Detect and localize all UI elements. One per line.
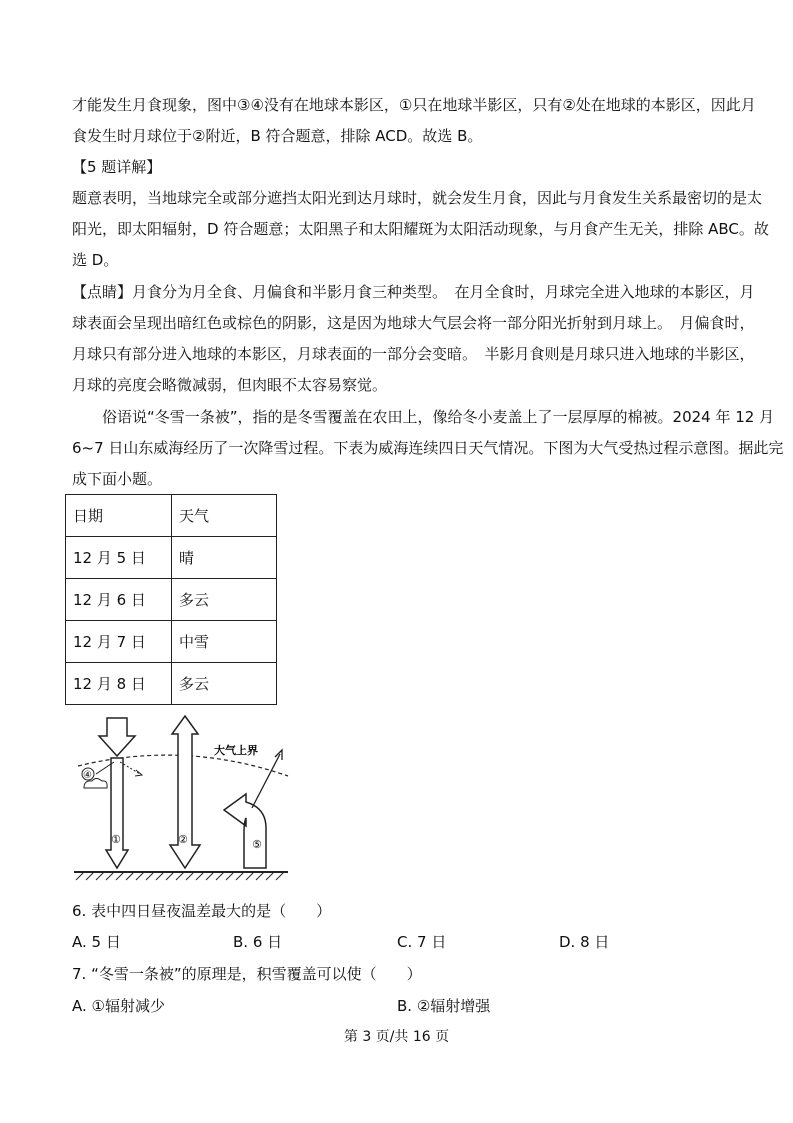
q6-option-a: A. 5 日	[72, 933, 121, 951]
radiation-arrow-5	[224, 794, 266, 868]
dianjing-note	[72, 277, 755, 401]
cell-weather: 中雪	[172, 621, 277, 663]
q5-heading: 【5 题详解】	[72, 158, 162, 176]
q7-option-a: A. ①辐射减少	[72, 997, 165, 1015]
solar-radiation-arrow	[99, 718, 135, 756]
cell-date: 12 月 6 日	[66, 579, 172, 621]
radiation-arrow-1	[106, 758, 128, 868]
header-date: 日期	[66, 495, 172, 537]
text-line: 食发生时月球位于②附近，B 符合题意，排除 ACD。故选 B。	[72, 127, 483, 145]
cell-weather: 晴	[172, 537, 277, 579]
text-line: 题意表明，当地球完全或部分遮挡太阳光到达月球时，就会发生月食，因此与月食发生关系最密切的是太	[72, 189, 763, 207]
cell-date: 12 月 5 日	[66, 537, 172, 579]
ground-hatching	[76, 872, 284, 880]
text-line: 【点睛】月食分为月全食、月偏食和半影月食三种类型。 在月全食时，月球完全进入地球的本影区，月	[72, 283, 755, 301]
marker-4: ④	[83, 770, 92, 781]
table-header-row	[66, 495, 277, 537]
text-line: 阳光，即太阳辐射，D 符合题意；太阳黑子和太阳耀斑为太阳活动现象，与月食产生无关，排除 ABC。故	[72, 220, 769, 238]
material-intro	[72, 402, 784, 495]
text-line: 成下面小题。	[72, 470, 163, 488]
cell-date: 12 月 8 日	[66, 663, 172, 705]
q6-option-d: D. 8 日	[559, 933, 610, 951]
question-7: 7. “冬雪一条被”的原理是，积雪覆盖可以使（ ）	[72, 965, 422, 983]
boundary-label: 大气上界	[214, 744, 258, 757]
q7-option-b: B. ②辐射增强	[397, 997, 491, 1015]
marker-5: ⑤	[252, 838, 262, 851]
cell-date: 12 月 7 日	[66, 621, 172, 663]
text-line: 6~7 日山东威海经历了一次降雪过程。下表为威海连续四日天气情况。下图为大气受热过程示意图。据此完	[72, 439, 784, 457]
q5-explanation	[72, 183, 769, 276]
table-row	[66, 663, 277, 705]
marker-1: ①	[111, 833, 121, 846]
prev-explanation	[72, 90, 756, 152]
atmosphere-heating-diagram	[74, 710, 294, 885]
cell-weather: 多云	[172, 663, 277, 705]
text-line: 月球只有部分进入地球的本影区，月球表面的一部分会变暗。 半影月食则是月球只进入地球的半影区，	[72, 345, 755, 363]
text-line: 月球的亮度会略微减弱，但肉眼不太容易察觉。	[72, 376, 388, 394]
cell-weather: 多云	[172, 579, 277, 621]
header-weather: 天气	[172, 495, 277, 537]
weather-table	[65, 494, 277, 705]
text-line: 俗语说“冬雪一条被”，指的是冬雪覆盖在农田上，像给冬小麦盖上了一层厚厚的棉被。2024 年 12 月	[102, 408, 775, 426]
text-line: 球表面会呈现出暗红色或棕色的阴影，这是因为地球大气层会将一部分阳光折射到月球上。 月偏食时，	[72, 314, 755, 332]
text-line: 选 D。	[72, 251, 119, 269]
q6-option-b: B. 6 日	[233, 933, 283, 951]
table-row	[66, 537, 277, 579]
text-line: 才能发生月食现象，图中③④没有在地球本影区，①只在地球半影区，只有②处在地球的本影区，因此月	[72, 96, 756, 114]
table-row	[66, 621, 277, 663]
page-footer: 第 3 页/共 16 页	[343, 1029, 450, 1045]
table-row	[66, 579, 277, 621]
marker-2: ②	[178, 833, 188, 846]
outgoing-arrowhead	[275, 750, 282, 760]
outgoing-radiation-line	[252, 754, 280, 808]
q6-option-c: C. 7 日	[397, 933, 447, 951]
question-6: 6. 表中四日昼夜温差最大的是（ ）	[72, 902, 332, 920]
